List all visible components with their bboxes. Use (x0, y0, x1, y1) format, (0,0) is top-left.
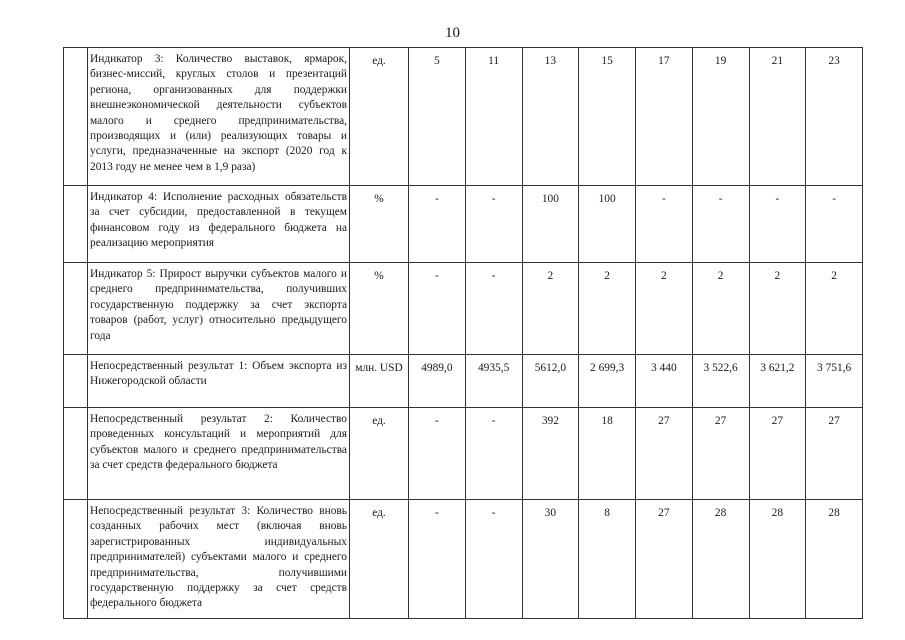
indicator-unit: ед. (350, 500, 409, 619)
indicator-value: - (409, 408, 466, 500)
table-row (64, 408, 863, 500)
table-row (64, 48, 863, 186)
indicator-unit: % (350, 263, 409, 355)
indicator-value: 5612,0 (522, 355, 579, 408)
indicator-value: 27 (749, 408, 806, 500)
indicator-value: 28 (806, 500, 863, 619)
indicator-value: 3 751,6 (806, 355, 863, 408)
row-blank-cell (64, 355, 88, 408)
table-row (64, 500, 863, 619)
indicator-value: 13 (522, 48, 579, 186)
page-number: 10 (445, 25, 460, 41)
indicator-value: 18 (579, 408, 636, 500)
indicator-value: 2 (749, 263, 806, 355)
indicator-description: Непосредственный результат 1: Объем экспорта из Нижегородской области (88, 355, 350, 408)
indicator-description: Непосредственный результат 2: Количество проведенных консультаций и мероприятий для субъектов малого и среднего предпринимательства за счет средств федерального бюджета (88, 408, 350, 500)
indicator-value: 28 (749, 500, 806, 619)
row-blank-cell (64, 186, 88, 263)
indicator-value: 15 (579, 48, 636, 186)
indicator-value: 2 (692, 263, 749, 355)
row-blank-cell (64, 408, 88, 500)
indicator-value: 19 (692, 48, 749, 186)
indicator-value: - (409, 186, 466, 263)
indicator-unit: ед. (350, 408, 409, 500)
indicator-value: - (465, 186, 522, 263)
indicator-value: 2 (522, 263, 579, 355)
indicator-value: 27 (692, 408, 749, 500)
table-row (64, 263, 863, 355)
indicator-value: 2 (806, 263, 863, 355)
indicator-value: - (692, 186, 749, 263)
row-blank-cell (64, 48, 88, 186)
indicator-value: 2 (636, 263, 693, 355)
indicators-table (63, 47, 863, 619)
indicator-value: - (465, 263, 522, 355)
indicator-description: Индикатор 3: Количество выставок, ярмарок, бизнес-миссий, круглых столов и презентаций региона, организованных для поддержки внешнеэкономической деятельности субъектов малого и среднего предпринимательства, производящих и (или) реализующих товары и услуги, предназначенные на экспорт (2020 год к 2013 году не менее чем в 1,9 раза) (88, 48, 350, 186)
indicator-value: 23 (806, 48, 863, 186)
indicator-value: 3 522,6 (692, 355, 749, 408)
indicator-description: Индикатор 4: Исполнение расходных обязательств за счет субсидии, предоставленной в текущем финансовом году из федерального бюджета на реализацию мероприятия (88, 186, 350, 263)
indicator-value: 4935,5 (465, 355, 522, 408)
indicator-value: 21 (749, 48, 806, 186)
indicator-description: Индикатор 5: Прирост выручки субъектов малого и среднего предпринимательства, получивших государственную поддержку за счет экспорта товаров (работ, услуг) относительно предыдущего года (88, 263, 350, 355)
indicator-description: Непосредственный результат 3: Количество вновь созданных рабочих мест (включая вновь зарегистрированных индивидуальных предпринимателей) субъектами малого и среднего предпринимательства, получившими государственную поддержку за счет средств федерального бюджета (88, 500, 350, 619)
indicator-value: - (409, 500, 466, 619)
indicator-unit: млн. USD (350, 355, 409, 408)
row-blank-cell (64, 500, 88, 619)
indicator-value: 27 (806, 408, 863, 500)
indicator-value: 392 (522, 408, 579, 500)
indicator-value: 8 (579, 500, 636, 619)
indicator-value: 2 (579, 263, 636, 355)
indicator-value: 11 (465, 48, 522, 186)
indicator-value: - (749, 186, 806, 263)
indicator-value: 27 (636, 500, 693, 619)
indicator-value: 27 (636, 408, 693, 500)
indicator-unit: % (350, 186, 409, 263)
indicator-value: 30 (522, 500, 579, 619)
indicator-value: 5 (409, 48, 466, 186)
indicator-value: 17 (636, 48, 693, 186)
indicator-value: 3 440 (636, 355, 693, 408)
indicator-value: - (465, 500, 522, 619)
row-blank-cell (64, 263, 88, 355)
indicator-value: 3 621,2 (749, 355, 806, 408)
indicator-value: - (636, 186, 693, 263)
indicator-unit: ед. (350, 48, 409, 186)
table-row (64, 355, 863, 408)
indicator-value: 100 (522, 186, 579, 263)
indicator-value: 28 (692, 500, 749, 619)
indicator-value: - (465, 408, 522, 500)
indicator-value: - (806, 186, 863, 263)
table-row (64, 186, 863, 263)
indicator-value: - (409, 263, 466, 355)
indicator-value: 2 699,3 (579, 355, 636, 408)
indicator-value: 100 (579, 186, 636, 263)
indicator-value: 4989,0 (409, 355, 466, 408)
